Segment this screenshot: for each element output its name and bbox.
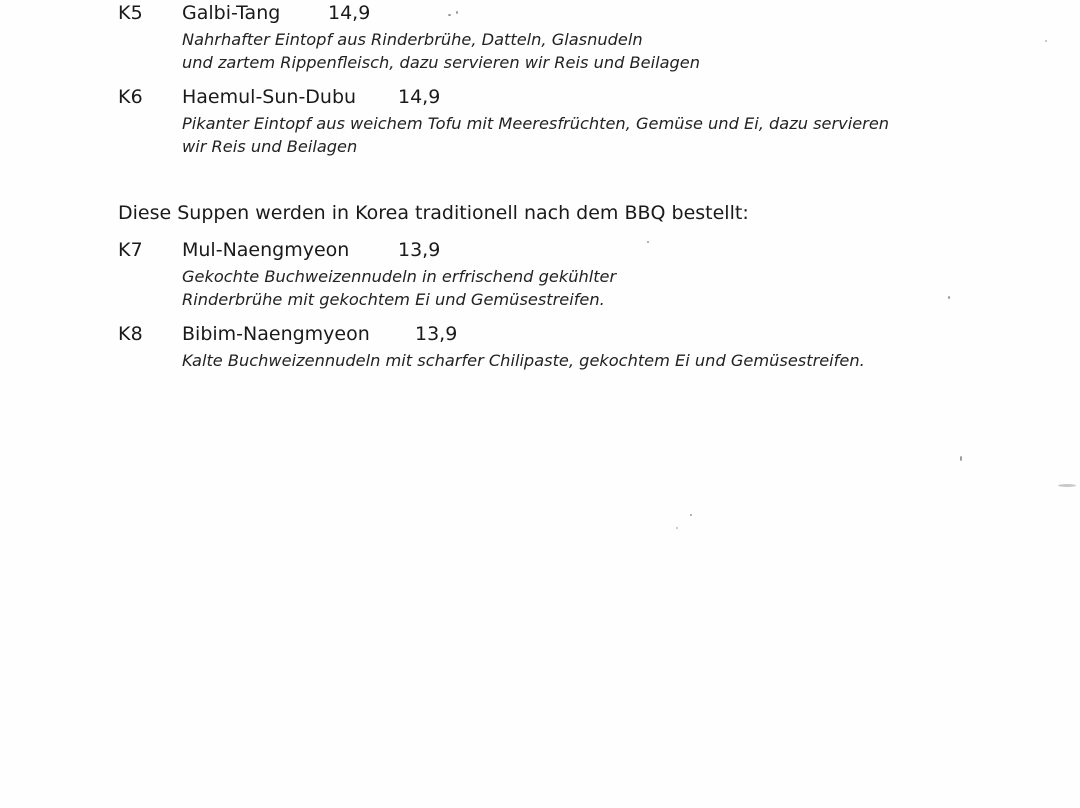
item-description [182, 265, 616, 311]
scan-speck [690, 514, 692, 516]
item-description [182, 112, 889, 158]
description-line: Kalte Buchweizennudeln mit scharfer Chilipaste, gekochtem Ei und Gemüsestreifen. [182, 351, 865, 370]
scan-speck [960, 456, 962, 461]
scan-speck [448, 14, 451, 16]
scan-speck [456, 11, 458, 14]
description-line: wir Reis und Beilagen [182, 137, 358, 156]
description-line: Pikanter Eintopf aus weichem Tofu mit Meeresfrüchten, Gemüse und Ei, dazu servieren [182, 114, 890, 133]
item-name: Haemul-Sun-Dubu [182, 86, 357, 108]
item-code: K5 [118, 2, 143, 24]
scan-speck [676, 527, 678, 529]
item-price: 13,9 [415, 323, 458, 345]
scan-speck [948, 296, 950, 299]
item-name: Mul-Naengmyeon [182, 239, 350, 261]
item-name: Bibim-Naengmyeon [182, 323, 370, 345]
item-name: Galbi-Tang [182, 2, 281, 24]
item-description [182, 349, 865, 372]
description-line: Nahrhafter Eintopf aus Rinderbrühe, Datteln, Glasnudeln [182, 30, 643, 49]
item-description [182, 28, 700, 74]
scan-speck [1045, 40, 1047, 42]
item-price: 13,9 [398, 239, 441, 261]
scan-speck [647, 241, 649, 243]
item-price: 14,9 [398, 86, 441, 108]
section-intro: Diese Suppen werden in Korea traditionell nach dem BBQ bestellt: [118, 202, 749, 224]
item-code: K8 [118, 323, 143, 345]
item-price: 14,9 [328, 2, 371, 24]
item-code: K7 [118, 239, 143, 261]
description-line: Rinderbrühe mit gekochtem Ei und Gemüsestreifen. [182, 290, 605, 309]
item-code: K6 [118, 86, 143, 108]
scan-speck [1058, 484, 1076, 487]
description-line: Gekochte Buchweizennudeln in erfrischend gekühlter [182, 267, 617, 286]
description-line: und zartem Rippenfleisch, dazu servieren wir Reis und Beilagen [182, 53, 700, 72]
